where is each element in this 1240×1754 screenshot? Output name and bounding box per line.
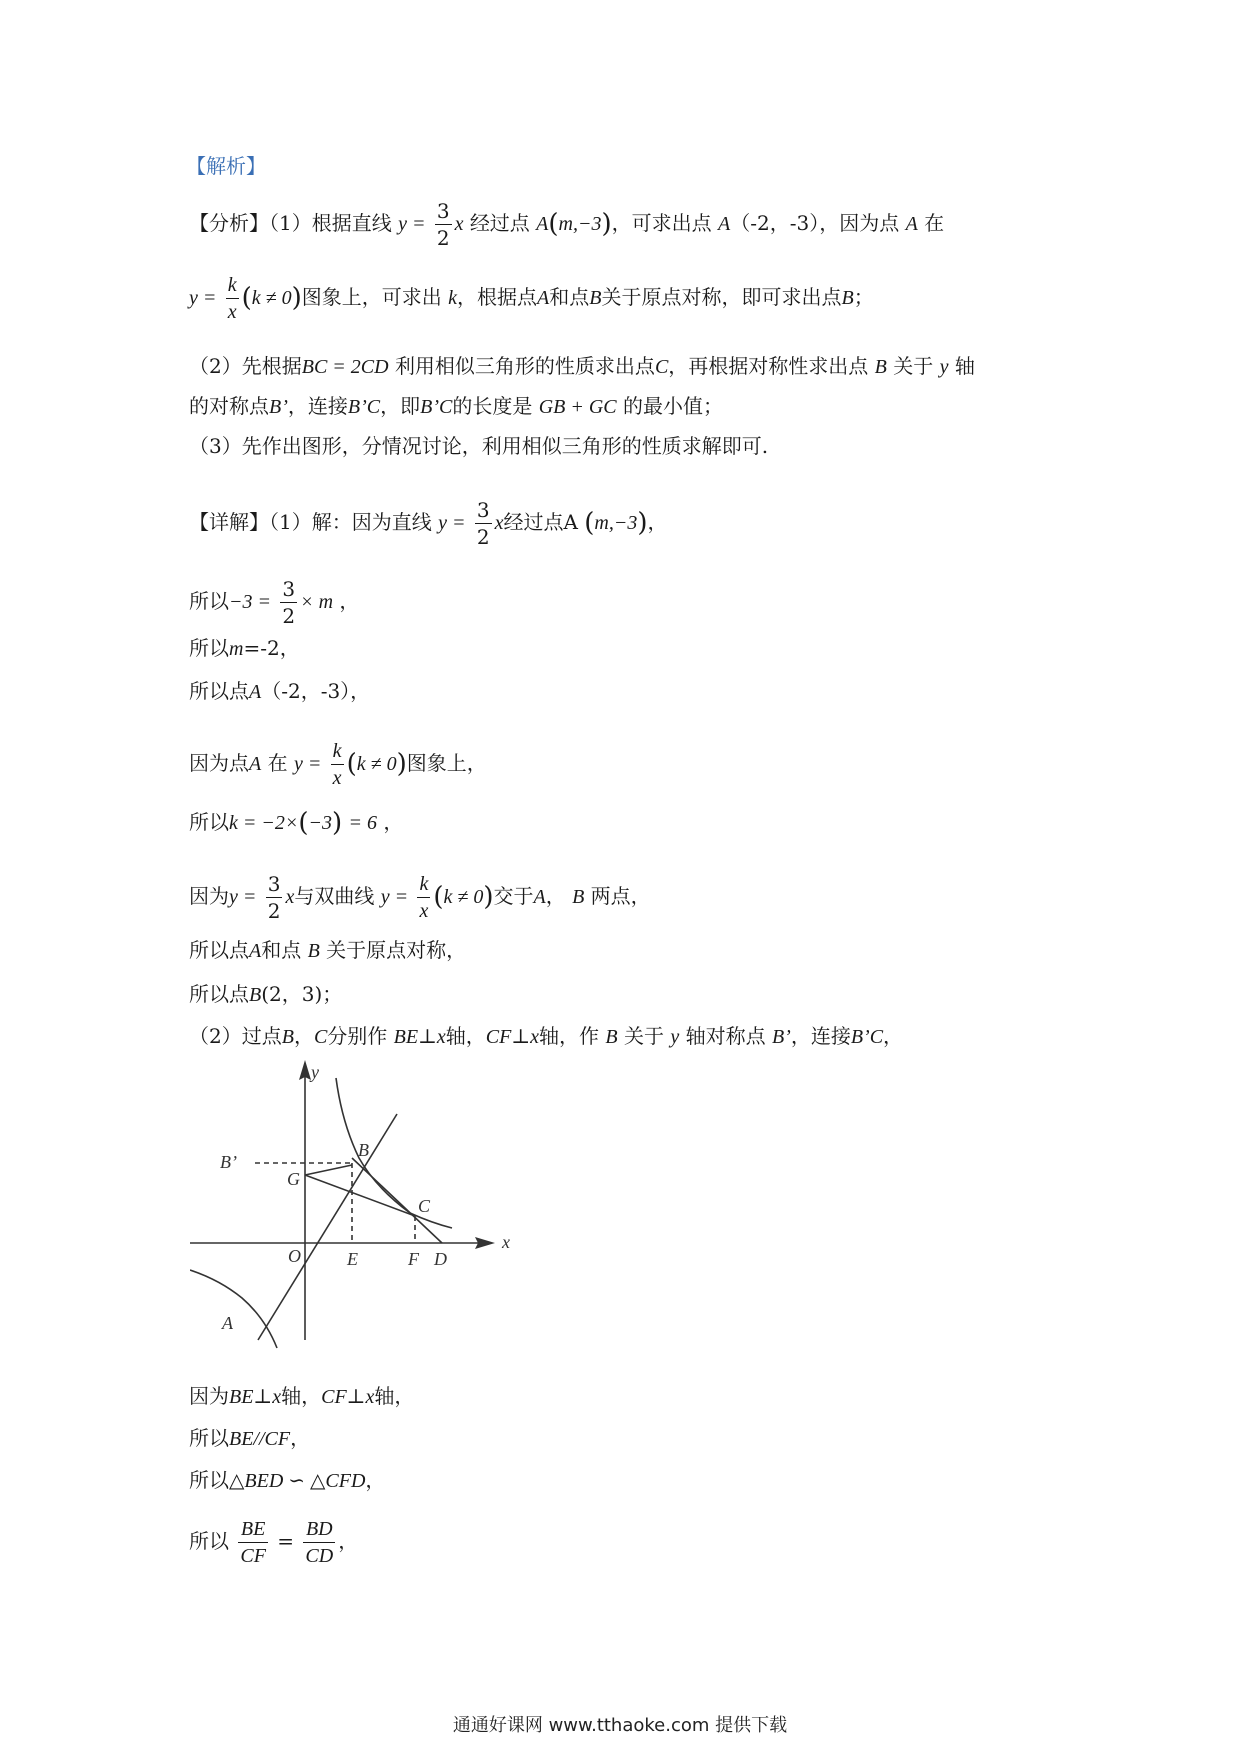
detail-line-10	[189, 1022, 903, 1051]
fraction	[266, 871, 283, 924]
text: 关于	[893, 354, 934, 378]
math: A	[536, 213, 549, 235]
text: ；	[853, 285, 874, 309]
frac-num: 3	[476, 498, 490, 522]
text: 关于	[623, 1024, 664, 1048]
math: GB + GC	[538, 396, 617, 418]
text: （1）根据直线	[269, 211, 392, 235]
text: ，	[647, 510, 668, 534]
frac-den: CF	[240, 1545, 266, 1567]
math: y	[939, 356, 949, 378]
label-C: C	[418, 1196, 431, 1216]
frac-den: x	[419, 900, 429, 922]
text: 因为点	[189, 751, 249, 775]
math: B	[605, 1026, 618, 1048]
text: 轴	[954, 354, 975, 378]
math: y =	[398, 213, 426, 235]
text: 经过点	[469, 211, 530, 235]
analysis-line-2: y = $\frac{k}{x}$ (k ≠ 0)图象上，可求出 k，根据点A和点B关于原点对称，即可求出点B；	[189, 274, 874, 323]
text: 轴，	[281, 1384, 322, 1408]
math: B’	[269, 396, 288, 418]
text: 所以	[189, 1529, 229, 1553]
text: 分别作	[327, 1024, 388, 1048]
math: B	[589, 287, 602, 309]
math: k ≠ 0	[356, 753, 397, 775]
text: （2）先根据	[189, 354, 302, 378]
text: 轴，	[374, 1384, 415, 1408]
text: 的最小值；	[623, 394, 723, 418]
detail-line-5: 因为点A 在 y = $\frac{k}{x}$ (k ≠ 0)图象上，	[189, 740, 487, 789]
frac-num: 3	[282, 577, 296, 601]
math: B	[249, 984, 262, 1006]
math: CF⊥x	[485, 1026, 540, 1048]
text: ，	[338, 1529, 359, 1553]
text: 因为	[189, 884, 229, 908]
text: ，再根据对称性求出点	[668, 354, 869, 378]
label-y: y	[311, 1062, 319, 1082]
text: (2，3)；	[261, 982, 343, 1006]
math: A	[533, 886, 546, 908]
text: 在	[924, 211, 945, 235]
text: 的长度是	[452, 394, 533, 418]
analysis-line-4	[189, 392, 723, 421]
frac-num: k	[417, 871, 430, 898]
detail-line-7: 因为y = $\frac{3}{2}$ x与双曲线 y = $\frac{k}{x}$ (k ≠ 0)交于A， B 两点，	[189, 872, 651, 923]
fraction	[226, 272, 239, 325]
math: k	[448, 287, 458, 309]
section-header: 【解析】	[186, 154, 266, 178]
text: 所以	[189, 636, 229, 660]
math: B’C	[850, 1026, 884, 1048]
label-A: A	[222, 1313, 233, 1333]
text: 所以	[189, 1426, 229, 1450]
math: k = −2×	[229, 812, 299, 834]
text: =-2，	[243, 636, 300, 660]
segment-GB	[305, 1165, 352, 1175]
fraction	[238, 1516, 268, 1569]
frac-num: 3	[436, 199, 450, 223]
detail-line-3	[189, 634, 300, 663]
math: −3	[308, 812, 333, 834]
math: = 6	[348, 812, 378, 834]
math: B’C	[420, 396, 453, 418]
text: ，	[365, 1468, 386, 1492]
math: A	[249, 681, 262, 703]
math: y	[670, 1026, 680, 1048]
text: ，根据点	[457, 285, 538, 309]
text: 交于	[493, 884, 534, 908]
text: （-2，-3），	[261, 679, 371, 703]
line-through-origin	[258, 1114, 397, 1340]
math: A	[718, 213, 731, 235]
text: ，	[545, 884, 566, 908]
fraction	[417, 871, 430, 924]
math: BE//CF	[229, 1428, 291, 1450]
text: ，连接	[287, 394, 348, 418]
text: 关于原点对称，即可求出点	[601, 285, 842, 309]
y-axis-arrow	[299, 1060, 311, 1080]
math: B	[874, 356, 887, 378]
text: 关于原点对称，	[326, 938, 467, 962]
text: 所以	[189, 1468, 229, 1492]
text: 在	[267, 751, 288, 775]
text: ，	[293, 1024, 314, 1048]
label-F: F	[408, 1249, 419, 1269]
text: 所以	[189, 589, 229, 613]
math: =	[277, 1529, 295, 1553]
math: k ≠ 0	[251, 287, 292, 309]
detail-line-9	[189, 980, 342, 1009]
frac-den: CD	[305, 1545, 334, 1567]
text: 和点	[549, 285, 590, 309]
math: −3 =	[229, 591, 271, 613]
text: 轴，作	[539, 1024, 600, 1048]
frac-den: 2	[476, 525, 490, 549]
text: ，连接	[790, 1024, 851, 1048]
label-G: G	[287, 1169, 300, 1189]
hyperbola-branch-2	[190, 1270, 277, 1348]
math: m,−3	[558, 213, 602, 235]
text: （1）解：因为直线	[269, 510, 432, 534]
frac-den: 2	[436, 226, 450, 250]
frac-den: 2	[267, 899, 281, 923]
text: 轴，	[445, 1024, 486, 1048]
text: 所以点	[189, 938, 249, 962]
fraction	[331, 738, 344, 791]
math: y =	[438, 512, 466, 534]
math: m	[229, 638, 244, 660]
math: A	[537, 287, 550, 309]
text: （-2，-3），因为点	[730, 211, 900, 235]
x-axis-arrow	[475, 1237, 495, 1249]
detail-line-12	[189, 1424, 310, 1453]
math: B’	[771, 1026, 791, 1048]
analysis-line-3	[189, 352, 975, 381]
text: 所以点	[189, 679, 249, 703]
math: BE⊥x	[229, 1386, 282, 1408]
frac-num: k	[331, 738, 344, 765]
math: A	[249, 753, 262, 775]
text: 所以	[189, 810, 229, 834]
math: A	[249, 940, 262, 962]
text: 和点	[261, 938, 302, 962]
math: B	[281, 1026, 294, 1048]
math: △BED ∽ △CFD	[229, 1470, 366, 1492]
math: B’C	[347, 396, 381, 418]
detail-line-13	[189, 1466, 385, 1495]
detail-line-14	[189, 1516, 358, 1569]
text: 的对称点	[189, 394, 269, 418]
math: x	[494, 512, 504, 534]
math: CF⊥x	[321, 1386, 375, 1408]
text: 两点，	[590, 884, 651, 908]
fraction	[280, 576, 297, 629]
frac-den: 2	[282, 604, 296, 628]
fraction	[435, 198, 452, 251]
hyperbola-branch-1	[336, 1078, 452, 1228]
segment-GC	[305, 1175, 415, 1216]
label-E: E	[347, 1249, 358, 1269]
coordinate-figure	[190, 1058, 530, 1358]
math: × m	[300, 591, 334, 613]
frac-den: x	[332, 767, 342, 789]
frac-num: BD	[303, 1516, 335, 1543]
math: B	[572, 886, 585, 908]
label-O: O	[288, 1246, 301, 1266]
text: 轴对称点	[685, 1024, 766, 1048]
label-x: x	[502, 1232, 510, 1252]
text: 所以点	[189, 982, 249, 1006]
detail-line-1: 【详解】（1）解：因为直线 y = $\frac{3}{2}$ x经过点A (m,−3)，	[189, 498, 668, 549]
detail-line-4	[189, 677, 370, 706]
detail-line-11	[189, 1382, 414, 1411]
text: 图象上，	[406, 751, 487, 775]
detail-tag: 【详解】	[189, 510, 269, 534]
page-footer: 通通好课网 www.tthaoke.com 提供下载	[452, 1715, 788, 1736]
math: BE⊥x	[393, 1026, 446, 1048]
text: 图象上，可求出	[301, 285, 442, 309]
analysis-tag: 【分析】	[189, 211, 269, 235]
text: ，	[883, 1024, 904, 1048]
frac-num: 3	[267, 872, 281, 896]
math: C	[313, 1026, 328, 1048]
analysis-line-1: 【分析】（1）根据直线 y = $\frac{3}{2}$ x 经过点 A(m,−3)，可求出点 A（-2，-3），因为点 A 在	[189, 199, 945, 250]
math: y =	[380, 886, 409, 908]
text: 因为	[189, 1384, 229, 1408]
text: （2）过点	[189, 1024, 282, 1048]
detail-line-8	[189, 936, 466, 965]
analysis-line-5: （3）先作出图形，分情况讨论，利用相似三角形的性质求解即可.	[189, 434, 769, 458]
text: 与双曲线	[294, 884, 375, 908]
math: A	[905, 213, 918, 235]
math: y =	[293, 753, 322, 775]
math: y =	[189, 287, 217, 309]
detail-line-2: 所以−3 = $\frac{3}{2}$ × m ，	[189, 577, 360, 628]
label-B: B	[358, 1140, 369, 1160]
label-D: D	[434, 1249, 447, 1269]
text: 利用相似三角形的性质求出点	[394, 354, 655, 378]
math: C	[654, 356, 669, 378]
math: x	[454, 213, 464, 235]
text: ，即	[380, 394, 421, 418]
math: m,−3	[594, 512, 638, 534]
math: B	[307, 940, 320, 962]
math: B	[841, 287, 854, 309]
math: y =	[229, 886, 257, 908]
text: 经过点A	[503, 510, 578, 534]
frac-num: BE	[238, 1516, 268, 1543]
frac-num: k	[226, 272, 239, 299]
math: BC = 2CD	[301, 356, 389, 378]
fraction	[303, 1516, 335, 1569]
fraction	[475, 497, 492, 550]
frac-den: x	[227, 301, 237, 323]
text: ，可求出点	[611, 211, 712, 235]
math: x	[285, 886, 295, 908]
text: ，	[290, 1426, 311, 1450]
label-Bprime: B’	[220, 1152, 237, 1172]
detail-line-6: 所以k = −2×(−3) = 6 ，	[189, 808, 404, 838]
math: k ≠ 0	[443, 886, 484, 908]
